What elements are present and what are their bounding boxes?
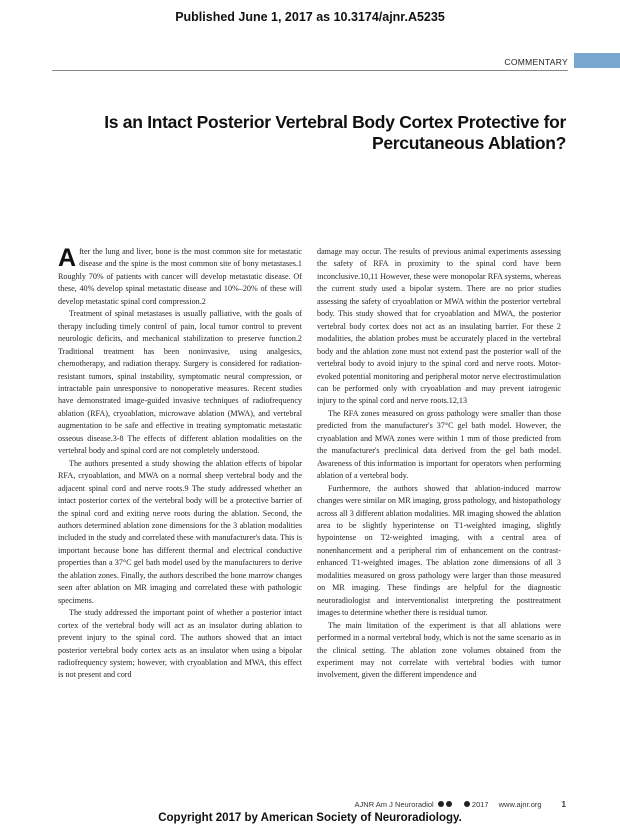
bullet-icon bbox=[446, 801, 452, 807]
copyright-notice: Copyright 2017 by American Society of Neuroradiology. bbox=[158, 812, 462, 824]
paragraph: The RFA zones measured on gross pathology were smaller than those predicted from the manufacturer's 37°C gel bath model. However, the cryoablation and MWA zones were within 1 mm of those predicted from the manufacturer's preclinical data derived from the gel bath model. Awareness of this information is important for operators when performing ablation of a vertebral body. bbox=[317, 408, 561, 481]
paragraph: Treatment of spinal metastases is usually palliative, with the goals of therapy including timely control of pain, local tumor control to prevent neurologic deficits, and mechanical stabilization to preserve function.2 Traditional treatment has been noninvasive, using analgesics, chemotherapy, and radiation therapy. Surgery is considered for radiation-resistant tumors, spinal instability, symptomatic neural compression, or intractable pain unresponsive to nonoperative measures. Recent studies have demonstrated image-guided invasive techniques of radiofrequency ablation (RFA), cryoablation, microwave ablation (MWA), and vertebral augmentation to be safe and effective in treating symptomatic metastatic osseous disease.3-8 The effects of different ablation modalities on the vertebral body and spinal cord are not completely understood. bbox=[58, 309, 302, 456]
section-label: COMMENTARY bbox=[504, 57, 568, 67]
journal-site: www.ajnr.org bbox=[498, 800, 542, 809]
paragraph: The authors presented a study showing the ablation effects of bipolar RFA, cryoablation, and MWA on a normal sheep vertebral body and the adjacent spinal cord and nerve roots.9 The study addressed whether an intact posterior cortex of the vertebral body will be a protective barrier of the spinal cord and exiting nerve roots during the ablation. Second, the authors determined ablation zone dimensions for the 3 ablation modalities included in the study and correlated these with manufacturer's data. This is important because bone has different thermal and electrical conductive properties than a 37°C gel bath model used by the manufacturers to derive the ablation zones. Finally, the authors described the bone marrow changes seen after ablation on MR imaging and correlated these with pathologic specimens. bbox=[58, 458, 302, 605]
section-color-tab bbox=[574, 53, 620, 68]
paragraph: The main limitation of the experiment is that all ablations were performed in a normal vertebral body, which is not the same scenario as in the clinical setting. The ablation zone volumes obtained from the experiment may not correlate with vertebral bodies with tumor involvement, given the different impendence and bbox=[317, 620, 561, 680]
journal-footer bbox=[330, 800, 566, 809]
journal-name: AJNR Am J Neuroradiol bbox=[355, 800, 452, 809]
paragraph: damage may occur. The results of previous animal experiments assessing the safety of RFA in proximity to the spinal cord have been inconclusive.10,11 However, these were monopolar RFA systems, whereas the current study used a bipolar system. There are no prior studies assessing the safety of cryoablation or MWA within the posterior vertebral body. This study showed that for cryoablation and MWA, the posterior vertebral body cortex does not act as an insulating barrier. For these 2 modalities, the ablation probes must be accurately placed in the vertebral body and the ablation zone must not extend past the posterior wall of the vertebral body to avoid injury to the spinal cord and nerve roots. Motor-evoked potential monitoring and peripheral motor nerve electrostimulation can be performed only with cryoablation and may prevent iatrogenic injury to the spinal cord and nerve roots.12,13 bbox=[317, 247, 561, 406]
publication-banner: Published June 1, 2017 as 10.3174/ajnr.A5235 bbox=[175, 10, 445, 24]
bullet-icon bbox=[438, 801, 444, 807]
right-column bbox=[317, 246, 561, 682]
paragraph: After the lung and liver, bone is the most common site for metastatic disease and the spine is the most common site of bony metastases.1 Roughly 70% of patients with cancer will develop metastatic disease. Of these, 40% develop spinal metastatic disease and 10%–20% of these will develop metastatic spinal cord compression.2 bbox=[58, 244, 302, 306]
header-rule bbox=[52, 70, 568, 71]
title-line-1: Is an Intact Posterior Vertebral Body Cortex Protective for bbox=[104, 112, 566, 132]
left-column bbox=[58, 246, 302, 682]
page-number: 1 bbox=[561, 800, 566, 809]
journal-year: 2017 bbox=[462, 800, 489, 809]
article-title bbox=[60, 112, 566, 154]
bullet-icon bbox=[464, 801, 470, 807]
paragraph: Furthermore, the authors showed that ablation-induced marrow changes were similar on MR imaging, gross pathology, and histopathology across all 3 different ablation modalities. MR imaging showed the ablation area to be slightly hyperintense on T1-weighted imaging, slightly hypointense on T2-weighted imaging, with a central area of nonenhancement and a peripheral rim of enhancement on the contrast-enhanced T1-weighted images. The ablation zone dimensions of all 3 modalities measured on gross pathology were larger than those measured on MR imaging. These findings are helpful for the diagnostic neuroradiologist and interventionalist interpreting the posttreatment images to determine whether there is residual tumor. bbox=[317, 483, 561, 618]
paragraph: The study addressed the important point of whether a posterior intact cortex of the vertebral body will act as an insulator during ablation to prevent injury to the spinal cord. The authors showed that an intact posterior vertebral body cortex acts as an insulator when using a bipolar radiofrequency system; however, with cryoablation and MWA, this effect is not present and cord bbox=[58, 608, 302, 680]
title-line-2: Percutaneous Ablation? bbox=[371, 133, 566, 153]
